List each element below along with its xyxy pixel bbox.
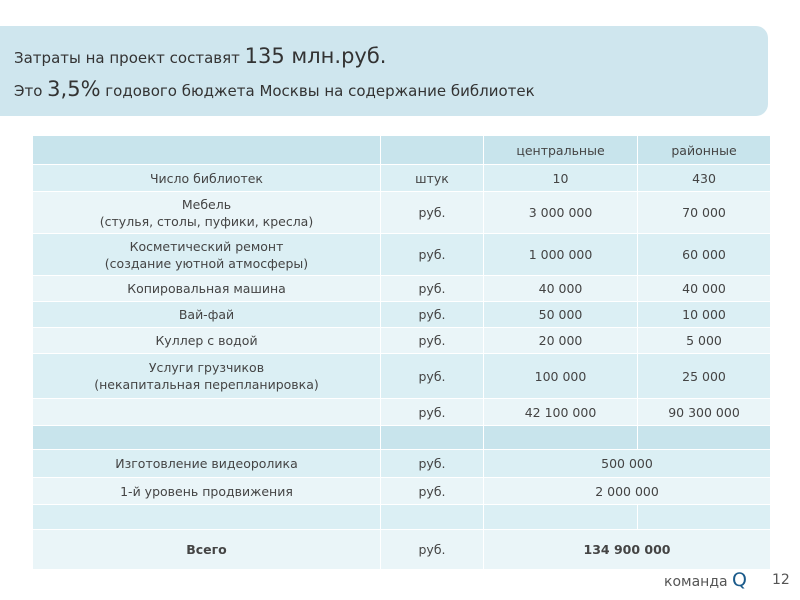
row-central: 10 bbox=[484, 165, 638, 192]
row-unit: руб. bbox=[381, 234, 484, 276]
row-label: Изготовление видеоролика bbox=[33, 450, 381, 478]
row-label-sub: (создание уютной атмосферы) bbox=[104, 255, 309, 271]
table-row bbox=[33, 328, 771, 354]
row-label-sub: (стулья, столы, пуфики, кресла) bbox=[99, 213, 314, 229]
header-cell-empty bbox=[33, 136, 381, 165]
table-row-spacer bbox=[33, 505, 771, 530]
budget-percent: 3,5% bbox=[47, 77, 101, 101]
row-label: Куллер с водой bbox=[33, 328, 381, 354]
row-central: 3 000 000 bbox=[484, 192, 638, 234]
header-cell-unit bbox=[381, 136, 484, 165]
row-value-merged: 2 000 000 bbox=[484, 478, 771, 505]
table-row-total bbox=[33, 530, 771, 570]
row-unit: руб. bbox=[381, 302, 484, 328]
table-row bbox=[33, 276, 771, 302]
row-unit: руб. bbox=[381, 354, 484, 399]
row-central: 20 000 bbox=[484, 328, 638, 354]
table-row bbox=[33, 165, 771, 192]
table-row bbox=[33, 192, 771, 234]
row-unit: штук bbox=[381, 165, 484, 192]
cost-text: Затраты на проект составят bbox=[14, 49, 245, 67]
row-unit: руб. bbox=[381, 450, 484, 478]
cost-amount: 135 млн.руб. bbox=[244, 44, 387, 68]
table-row-subtotal bbox=[33, 399, 771, 426]
header-central: центральные bbox=[484, 136, 638, 165]
row-label: 1-й уровень продвижения bbox=[33, 478, 381, 505]
budget-suffix: годового бюджета Москвы на содержание библиотек bbox=[100, 82, 535, 100]
row-district: 25 000 bbox=[638, 354, 771, 399]
total-label: Всего bbox=[33, 530, 381, 570]
page-number: 12 bbox=[772, 572, 790, 588]
row-unit: руб. bbox=[381, 192, 484, 234]
table-row bbox=[33, 302, 771, 328]
total-value: 134 900 000 bbox=[484, 530, 771, 570]
row-district: 70 000 bbox=[638, 192, 771, 234]
table-row bbox=[33, 450, 771, 478]
row-label-main: Мебель bbox=[181, 196, 232, 212]
table-row bbox=[33, 234, 771, 276]
total-unit: руб. bbox=[381, 530, 484, 570]
row-label: Число библиотек bbox=[33, 165, 381, 192]
table-row-spacer bbox=[33, 426, 771, 450]
row-central: 50 000 bbox=[484, 302, 638, 328]
row-unit: руб. bbox=[381, 276, 484, 302]
header-district: районные bbox=[638, 136, 771, 165]
team-signature bbox=[664, 569, 747, 591]
row-label-sub: (некапитальная перепланировка) bbox=[94, 377, 319, 392]
row-central: 40 000 bbox=[484, 276, 638, 302]
team-letter: Q bbox=[732, 569, 747, 591]
row-label bbox=[33, 234, 381, 276]
row-unit: руб. bbox=[381, 328, 484, 354]
row-label bbox=[33, 354, 381, 399]
header-line-cost bbox=[14, 44, 386, 68]
row-label: Вай-фай bbox=[33, 302, 381, 328]
row-central: 100 000 bbox=[484, 354, 638, 399]
row-district: 5 000 bbox=[638, 328, 771, 354]
row-central: 1 000 000 bbox=[484, 234, 638, 276]
row-unit: руб. bbox=[381, 478, 484, 505]
row-central: 42 100 000 bbox=[484, 399, 638, 426]
row-label: Копировальная машина bbox=[33, 276, 381, 302]
row-unit: руб. bbox=[381, 399, 484, 426]
table-row bbox=[33, 478, 771, 505]
table-row bbox=[33, 354, 771, 399]
team-label: команда bbox=[664, 574, 728, 590]
cost-table bbox=[32, 135, 771, 570]
row-district: 10 000 bbox=[638, 302, 771, 328]
budget-prefix: Это bbox=[14, 82, 48, 100]
header-banner bbox=[0, 26, 768, 116]
row-label-main: Косметический ремонт bbox=[129, 238, 284, 254]
row-label-empty bbox=[33, 399, 381, 426]
row-value-merged: 500 000 bbox=[484, 450, 771, 478]
table-header-row bbox=[33, 136, 771, 165]
row-district: 60 000 bbox=[638, 234, 771, 276]
row-district: 40 000 bbox=[638, 276, 771, 302]
row-label-main: Услуги грузчиков bbox=[148, 360, 265, 375]
header-line-budget bbox=[14, 77, 535, 101]
row-district: 90 300 000 bbox=[638, 399, 771, 426]
row-district: 430 bbox=[638, 165, 771, 192]
row-label bbox=[33, 192, 381, 234]
